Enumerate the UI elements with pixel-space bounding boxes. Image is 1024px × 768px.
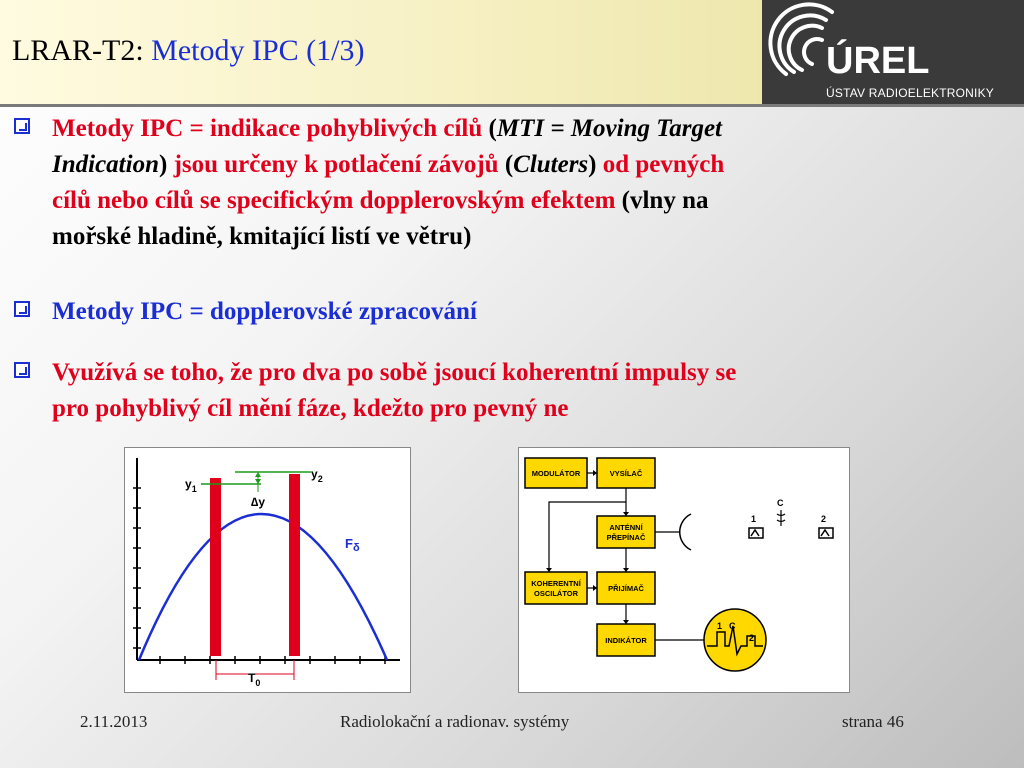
slide-title [12, 34, 365, 68]
text-segment: mořské hladině, kmitající listí ve větru) [52, 223, 472, 250]
checkbox-bullet-icon [14, 118, 30, 134]
doppler-filter-diagram [125, 448, 410, 692]
antenna-dish-icon [680, 514, 691, 550]
block-receiver-label: PŘIJÍMAČ [608, 584, 644, 593]
block-coherent-oscillator [525, 572, 587, 604]
clutter-icon [777, 510, 785, 526]
bullet-line [52, 219, 724, 255]
label-y2: $y_2$ [311, 467, 323, 484]
bullet-line [52, 391, 736, 427]
footer-course: Radiolokační a radionav. systémy [340, 712, 570, 731]
text-segment: ( [488, 115, 497, 142]
text-segment: Metody IPC = dopplerovské zpracování [52, 298, 477, 325]
text-segment: Využívá se toho, že pro dva po sobě jsoucí koherentní impulsy se [52, 359, 737, 386]
text-segment: ( [504, 151, 514, 178]
text-segment: (vlny na [621, 187, 709, 214]
block-antenna-label-2: PŘEPÍNAČ [606, 533, 646, 542]
bullet-line [52, 111, 724, 147]
text-segment: Metody IPC = indikace pohyblivých cílů [52, 115, 489, 142]
block-indicator-label: INDIKÁTOR [605, 636, 647, 645]
scope-label-c: C [729, 621, 736, 631]
logo-subtitle: ÚSTAV RADIOELEKTRONIKY [826, 86, 994, 100]
mti-block-diagram [519, 448, 849, 692]
text-segment: ) [158, 151, 168, 178]
target-1-icon [749, 528, 763, 538]
block-transmitter-label: VYSÍLAČ [609, 469, 643, 478]
label-delta-y: ∆y [251, 495, 266, 509]
scope-label-2: 2 [749, 633, 755, 643]
text-segment: Cluters [513, 151, 589, 178]
label-f-delta: $F_\delta$ [345, 536, 360, 554]
bullet-text [52, 355, 736, 427]
text-segment: ) [588, 151, 597, 178]
bullet-text [52, 111, 724, 255]
footer-date: 2.11.2013 [80, 712, 148, 731]
bullet-line [52, 355, 736, 391]
bullet-line [52, 183, 724, 219]
block-coho-label-1: KOHERENTNÍ [531, 579, 581, 588]
block-antenna-switch [597, 516, 655, 548]
title-area [0, 0, 762, 104]
doppler-filter-figure [124, 447, 411, 693]
logo-text: ÚREL [826, 40, 930, 82]
target-2-label: 2 [821, 514, 827, 524]
text-segment: od pevných [596, 151, 725, 178]
slide-header [0, 0, 1024, 104]
bullet-text [52, 294, 477, 330]
bullet-line [52, 147, 724, 183]
scope-label-1: 1 [717, 621, 723, 631]
sample-bar-1 [210, 478, 221, 656]
label-y1: $y_1$ [185, 477, 197, 494]
block-coho-label-2: OSCILÁTOR [533, 589, 579, 598]
text-segment: MTI = Moving Target [496, 115, 722, 142]
text-segment: Indication [52, 151, 159, 178]
text-segment: pro pohyblivý cíl mění fáze, kdežto pro pevný ne [52, 395, 569, 422]
target-1-label: 1 [751, 514, 757, 524]
block-modulator-label: MODULÁTOR [531, 469, 581, 478]
label-t0: $T_0$ [248, 671, 261, 688]
bullet-line [52, 294, 477, 330]
block-antenna-label-1: ANTÉNNÍ [609, 523, 643, 532]
text-segment: jsou určeny k potlačení závojů [167, 151, 505, 178]
header-divider [0, 104, 1024, 107]
sample-bar-2 [289, 474, 300, 656]
title-main: Metody IPC (1/3) [151, 34, 365, 67]
clutter-label: C [777, 498, 784, 508]
footer-page: strana 46 [842, 712, 904, 731]
checkbox-bullet-icon [14, 362, 30, 378]
title-prefix: LRAR-T2: [12, 34, 144, 67]
text-segment: cílů nebo cílů se specifickým dopplerovským efektem [52, 187, 622, 214]
mti-block-diagram-figure [518, 447, 850, 693]
target-2-icon [819, 528, 833, 538]
checkbox-bullet-icon [14, 301, 30, 317]
